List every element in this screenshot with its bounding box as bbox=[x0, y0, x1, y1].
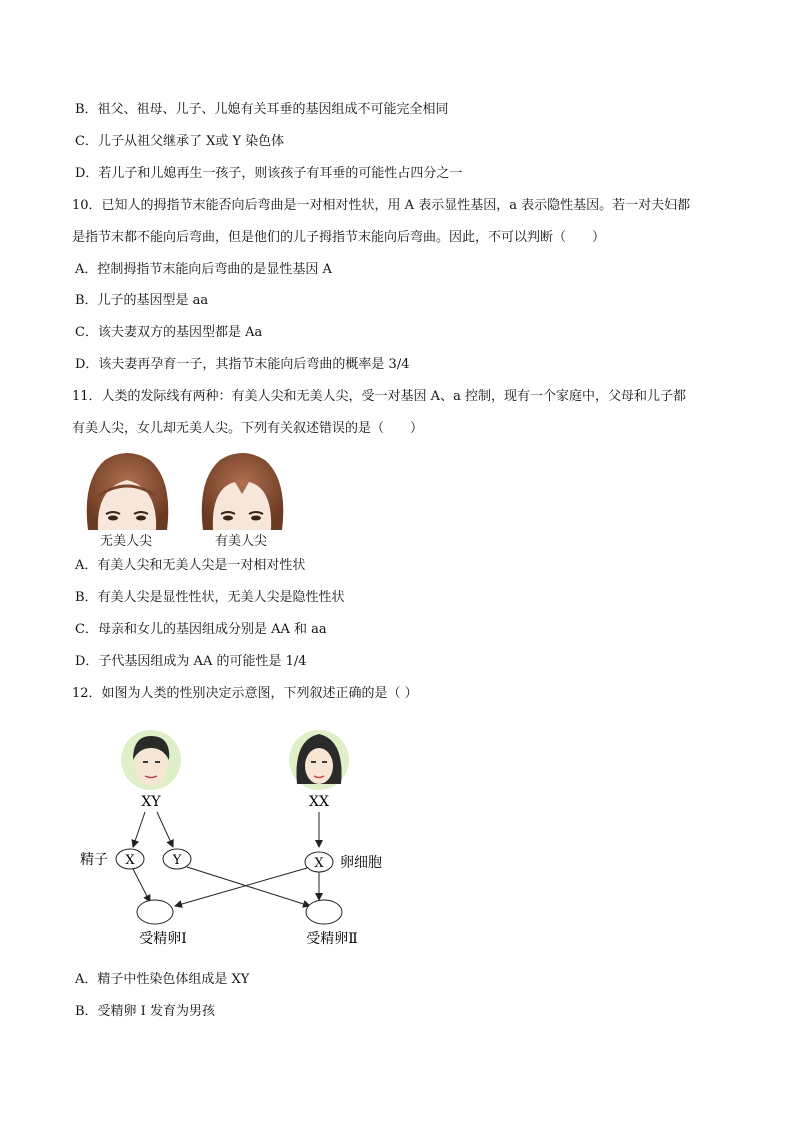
q10-stem-line1: 10．已知人的拇指节末能否向后弯曲是一对相对性状，用 A 表示显性基因，a 表示隐性基因。若一对夫妇都 bbox=[72, 198, 691, 213]
q9-option-b: B．祖父、祖母、儿子、儿媳有关耳垂的基因组成不可能完全相同 bbox=[75, 102, 449, 117]
face-no-widows-peak-image bbox=[80, 450, 175, 530]
q11-option-b: B．有美人尖是显性性状，无美人尖是隐性性状 bbox=[75, 590, 345, 605]
face-right-caption: 有美人尖 bbox=[215, 534, 268, 549]
sperm-x-label: X bbox=[125, 853, 135, 868]
egg-x-label: X bbox=[314, 856, 324, 871]
sperm-y-label: Y bbox=[172, 853, 182, 868]
q11-stem-line2: 有美人尖，女儿却无美人尖。下列有关叙述错误的是（ ） bbox=[72, 421, 424, 436]
q11-stem-line1: 11．人类的发际线有两种：有美人尖和无美人尖，受一对基因 A、a 控制，现有一个家庭中，父母和儿子都 bbox=[72, 389, 686, 404]
q11-option-d: D．子代基因组成为 AA 的可能性是 1/4 bbox=[75, 654, 307, 669]
q10-stem-line2: 是指节末都不能向后弯曲，但是他们的儿子拇指节末能向后弯曲。因此，不可以判断（ ） bbox=[72, 230, 606, 245]
zygote-2-label: 受精卵Ⅱ bbox=[306, 931, 358, 947]
q11-option-c: C．母亲和女儿的基因组成分别是 AA 和 aa bbox=[75, 622, 327, 637]
q10-option-d: D．该夫妻再孕育一子，其指节末能向后弯曲的概率是 3/4 bbox=[75, 357, 410, 372]
mother-genotype: XX bbox=[309, 794, 329, 810]
egg-label: 卵细胞 bbox=[340, 855, 382, 871]
q11-option-a: A．有美人尖和无美人尖是一对相对性状 bbox=[75, 558, 306, 573]
zygote-2-cell bbox=[306, 900, 342, 924]
q10-option-b: B．儿子的基因型是 aa bbox=[75, 293, 209, 308]
zygote-1-label: 受精卵Ⅰ bbox=[139, 931, 187, 947]
q10-option-a: A．控制拇指节末能向后弯曲的是显性基因 A bbox=[75, 262, 332, 277]
zygote-1-cell bbox=[137, 900, 173, 924]
sex-determination-diagram bbox=[75, 722, 405, 952]
mother-icon bbox=[289, 730, 349, 790]
q12-stem: 12．如图为人类的性别决定示意图，下列叙述正确的是（ ） bbox=[72, 686, 418, 701]
sperm-label: 精子 bbox=[80, 852, 108, 868]
q12-option-b: B．受精卵 I 发育为男孩 bbox=[75, 1004, 215, 1019]
q10-option-c: C．该夫妻双方的基因型都是 Aa bbox=[75, 325, 263, 340]
face-left-caption: 无美人尖 bbox=[100, 534, 153, 549]
father-icon bbox=[121, 730, 181, 790]
q12-option-a: A．精子中性染色体组成是 XY bbox=[75, 972, 250, 987]
face-widows-peak-image bbox=[195, 450, 290, 530]
father-genotype: XY bbox=[141, 794, 161, 810]
q9-option-c: C．儿子从祖父继承了 X或 Y 染色体 bbox=[75, 134, 285, 149]
q9-option-d: D．若儿子和儿媳再生一孩子，则该孩子有耳垂的可能性占四分之一 bbox=[75, 166, 463, 181]
